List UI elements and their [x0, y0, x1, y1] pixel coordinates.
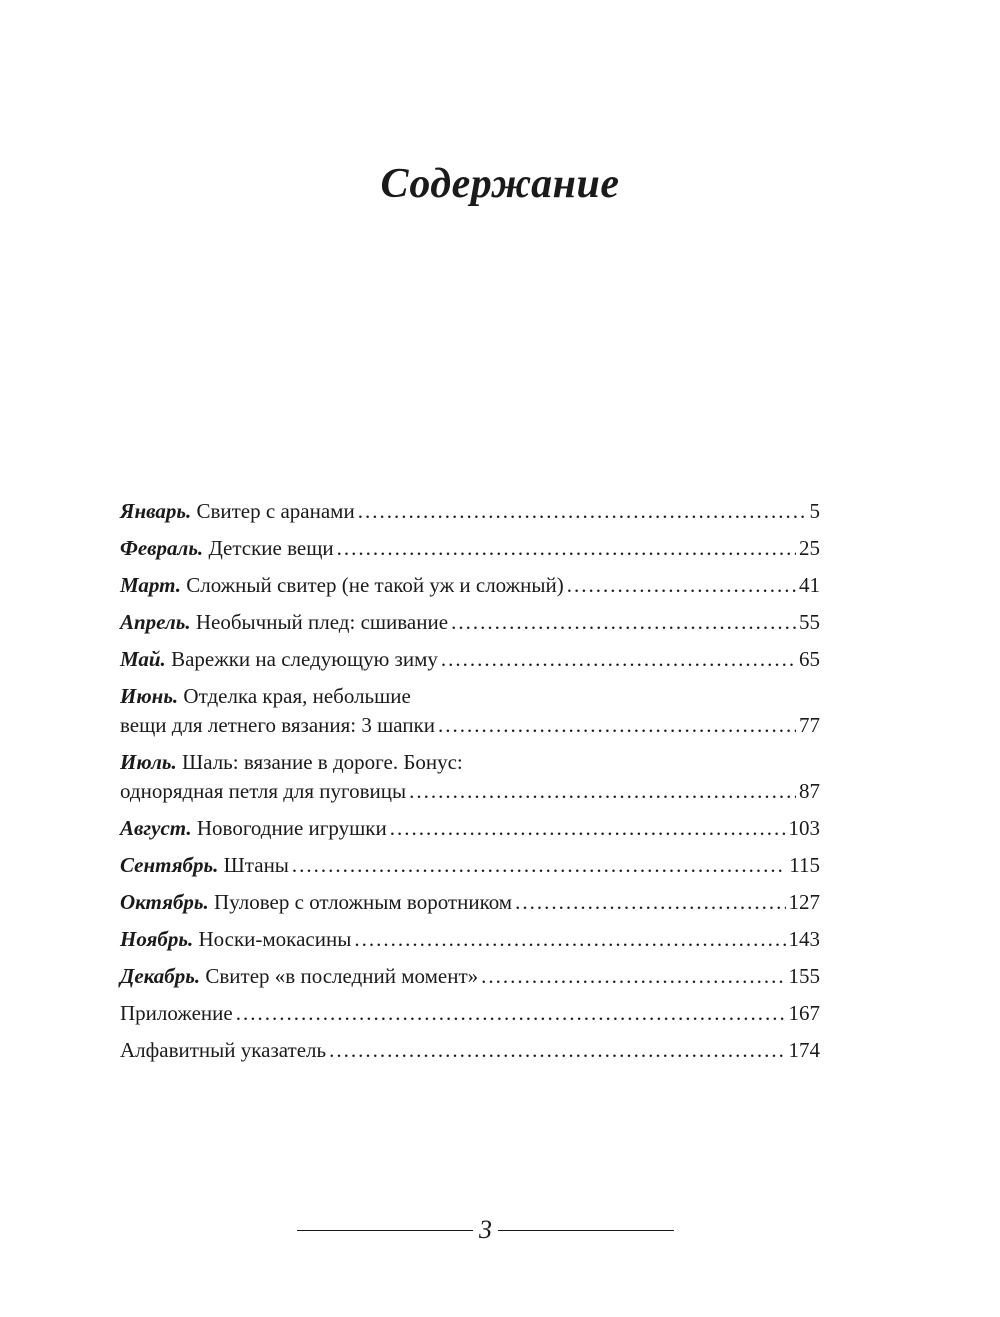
toc-entry-october	[120, 888, 820, 917]
toc-title: Свитер с аранами	[191, 499, 355, 523]
toc-page-number: 127	[788, 890, 820, 914]
dot-leader	[441, 645, 796, 674]
toc-page-number: 41	[799, 573, 820, 597]
toc-entry-september	[120, 851, 820, 880]
toc-entry-december	[120, 962, 820, 991]
toc-entry-appendix	[120, 999, 820, 1028]
toc-month: Июнь.	[120, 684, 179, 708]
toc-month: Ноябрь.	[120, 927, 194, 951]
toc-entry-january	[120, 497, 820, 526]
toc-page-number: 115	[789, 853, 820, 877]
toc-month: Август.	[120, 816, 192, 840]
toc-page-number: 87	[799, 779, 820, 803]
toc-month: Декабрь.	[120, 964, 201, 988]
dot-leader	[354, 925, 785, 954]
toc-page-number: 143	[788, 927, 820, 951]
toc-title-line2: однорядная петля для пуговицы	[120, 779, 407, 803]
toc-title: Приложение	[120, 1001, 233, 1025]
toc-page-number: 65	[799, 647, 820, 671]
toc-title: Необычный плед: сшивание	[190, 610, 449, 634]
toc-entry-february	[120, 534, 820, 563]
toc-title: Новогодние игрушки	[191, 816, 387, 840]
toc-page-number: 155	[788, 964, 820, 988]
dot-leader	[515, 888, 785, 917]
toc-page-number: 25	[799, 536, 820, 560]
toc-page-number: 77	[799, 713, 820, 737]
toc-month: Октябрь.	[120, 890, 209, 914]
toc-title: Носки-мокасины	[193, 927, 352, 951]
dot-leader	[390, 814, 786, 843]
toc-page-number: 174	[788, 1038, 820, 1062]
dot-leader	[409, 777, 796, 806]
toc-month: Февраль.	[120, 536, 204, 560]
toc-entry-index	[120, 1036, 820, 1065]
dot-leader	[451, 608, 796, 637]
table-of-contents	[120, 497, 820, 1073]
toc-title: Сложный свитер (не такой уж и сложный)	[180, 573, 564, 597]
toc-title: Пуловер с отложным воротником	[208, 890, 513, 914]
footer-rule-left	[297, 1230, 473, 1231]
toc-page-number: 167	[788, 1001, 820, 1025]
toc-page-number: 5	[809, 499, 820, 523]
toc-month: Май.	[120, 647, 166, 671]
toc-title-line1: Шаль: вязание в дороге. Бонус:	[176, 750, 463, 774]
dot-leader	[292, 851, 786, 880]
toc-entry-july	[120, 748, 820, 806]
toc-entry-november	[120, 925, 820, 954]
dot-leader	[567, 571, 796, 600]
toc-title: Штаны	[218, 853, 289, 877]
toc-month: Июль.	[120, 750, 177, 774]
footer-rule-right	[498, 1230, 674, 1231]
page-footer	[297, 1215, 674, 1245]
page-title: Содержание	[380, 161, 620, 207]
dot-leader	[438, 711, 796, 740]
toc-title-line1: Отделка края, небольшие	[178, 684, 411, 708]
toc-title: Варежки на следующую зиму	[165, 647, 438, 671]
toc-title: Детские вещи	[203, 536, 334, 560]
toc-month: Апрель.	[120, 610, 191, 634]
toc-page-number: 55	[799, 610, 820, 634]
toc-title: Свитер «в последний момент»	[200, 964, 479, 988]
dot-leader	[358, 497, 807, 526]
toc-month: Январь.	[120, 499, 192, 523]
dot-leader	[481, 962, 785, 991]
dot-leader	[236, 999, 786, 1028]
toc-entry-may	[120, 645, 820, 674]
toc-entry-april	[120, 608, 820, 637]
page-number: 3	[479, 1215, 492, 1244]
toc-title: Алфавитный указатель	[120, 1038, 327, 1062]
toc-entry-june	[120, 682, 820, 740]
toc-month: Март.	[120, 573, 181, 597]
toc-entry-march	[120, 571, 820, 600]
toc-entry-august	[120, 814, 820, 843]
toc-title-line2: вещи для летнего вязания: 3 шапки	[120, 713, 435, 737]
dot-leader	[329, 1036, 785, 1065]
dot-leader	[337, 534, 796, 563]
toc-month: Сентябрь.	[120, 853, 219, 877]
toc-page-number: 103	[788, 816, 820, 840]
